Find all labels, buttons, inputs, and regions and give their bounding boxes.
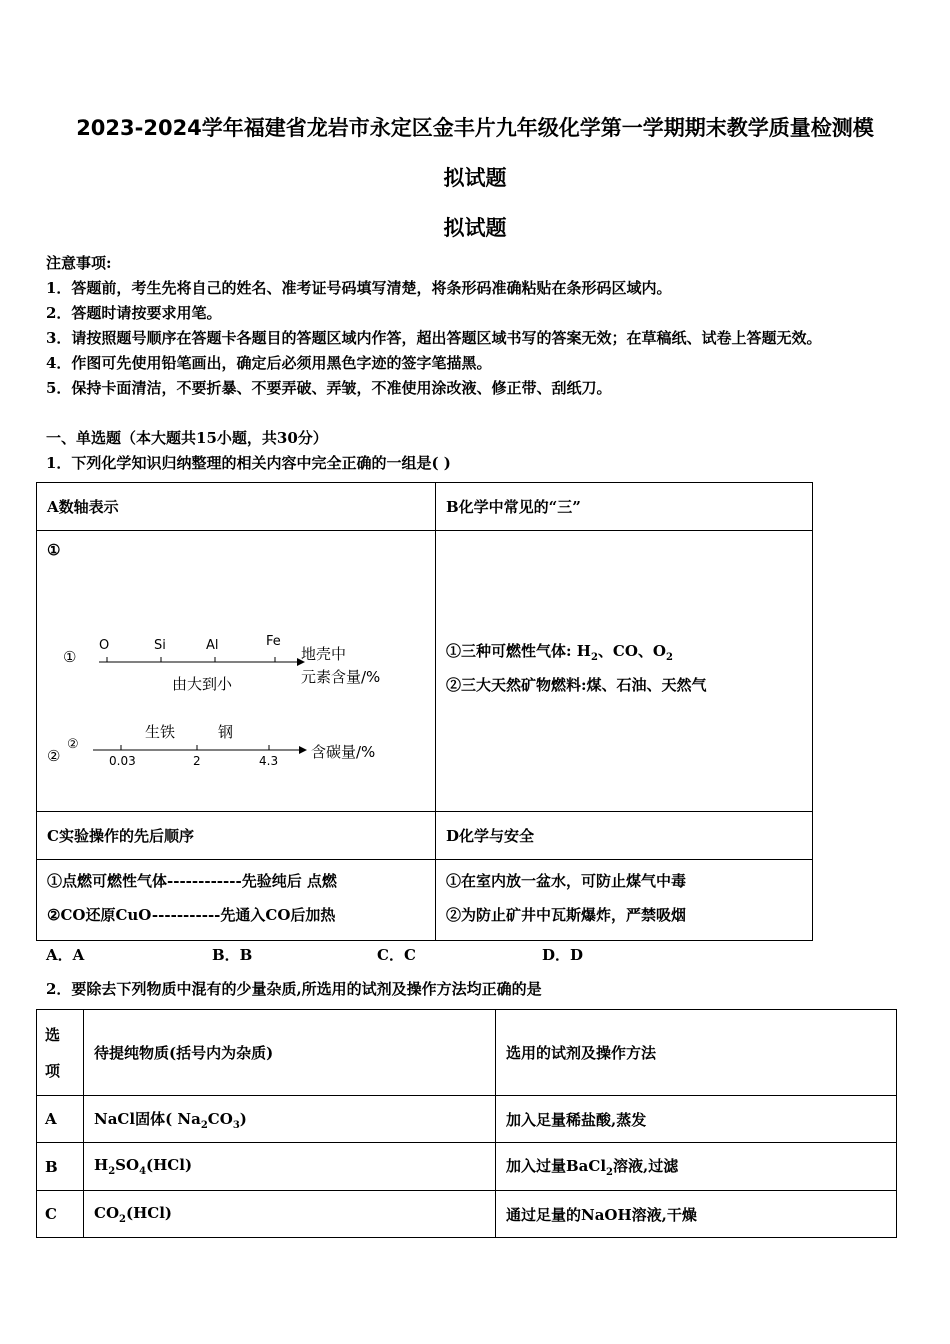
question-2-table [36,1009,897,1238]
q2-row-substance: $CO_2(HCl)$ [84,1191,496,1238]
b-line-2: ②三大天然矿物燃料:煤、石油、天然气 [446,676,707,694]
q2-col-option: 选 项 [37,1010,84,1096]
axis-1-label-top: 地壳中 [301,645,347,663]
axis-1-tick-label: O [99,638,110,653]
q2-row-substance: NaCl固体( $Na_2CO_3$) [84,1096,496,1143]
cell-d-header: D化学与安全 [436,812,813,860]
cell-d-content [436,860,813,941]
c-line-1: ①点燃可燃性气体------------先验纯后 点燃 [47,872,337,890]
axis-2-tick-label: 4.3 [259,754,279,768]
question-1-stem: 1．下列化学知识归纳整理的相关内容中完全正确的一组是( ) [46,454,451,472]
q2-row-substance: $H_2SO_4(HCl)$ [84,1143,496,1191]
q2-row-method: 通过足量的NaOH溶液,干燥 [496,1191,897,1238]
axis-2-top-label: 钢 [218,723,234,741]
axis-2-circle: ② [47,747,61,765]
axis-1-label-bottom: 元素含量/% [301,668,381,686]
notice-item: 4．作图可先使用铅笔画出，确定后必须用黑色字迹的签字笔描黑。 [46,354,492,372]
q2-row-option: C [37,1191,84,1238]
section-heading: 一、单选题（本大题共15小题，共30分） [46,429,328,447]
q2-row-option: B [37,1143,84,1191]
axis-2-tick-label: 0.03 [109,754,136,768]
axis-2-label: 含碳量/% [311,743,376,761]
question-1-table [36,482,813,941]
c-line-2: ②CO还原CuO-----------先通入CO后加热 [47,906,336,924]
circle-label: ① [47,541,61,559]
cell-c-header: C实验操作的先后顺序 [37,812,436,860]
page-subtitle: 拟试题 [443,216,507,240]
axis-1-circle: ① [63,648,77,666]
page-title: 2023-2024学年福建省龙岩市永定区金丰片九年级化学第一学期期末教学质量检测模 [76,116,874,140]
cell-a-content [37,531,436,812]
axis-1-tick-label: Al [206,638,219,653]
cell-c-content [37,860,436,941]
axis-2-circle-small: ② [67,737,79,752]
q2-row-method: 加入过量BaCl$_2$溶液,过滤 [496,1143,897,1191]
option-a[interactable]: A．A [46,946,85,964]
axis-1-tick-label: Fe [266,634,281,649]
axis-2-tick-label: 2 [193,754,201,768]
axis-2-arrow [299,746,307,754]
q2-col-method: 选用的试剂及操作方法 [496,1010,897,1096]
q2-row-option: A [37,1096,84,1143]
cell-b-header: B化学中常见的“三” [436,483,813,531]
b-line-1: ①三种可燃性气体: $H_2$、CO、$O_2$ [446,642,673,663]
cell-a-header: A数轴表示 [37,483,436,531]
page-title-cont: 拟试题 [443,166,507,190]
notice-item: 2．答题时请按要求用笔。 [46,304,222,322]
option-c[interactable]: C．C [377,946,416,964]
cell-b-content [436,531,813,812]
d-line-1: ①在室内放一盆水，可防止煤气中毒 [446,872,687,890]
notice-item: 5．保持卡面清洁，不要折暴、不要弄破、弄皱，不准使用涂改液、修正带、刮纸刀。 [46,379,612,397]
d-line-2: ②为防止矿井中瓦斯爆炸，严禁吸烟 [446,906,687,924]
axis-1-tick-label: Si [154,638,166,653]
notice-item: 1．答题前，考生先将自己的姓名、准考证号码填写清楚，将条形码准确粘贴在条形码区域内。 [46,279,672,297]
question-2-stem: 2．要除去下列物质中混有的少量杂质,所选用的试剂及操作方法均正确的是 [46,980,542,998]
axis-2-top-label: 生铁 [145,723,176,741]
q2-col-substance: 待提纯物质(括号内为杂质) [84,1010,496,1096]
option-b[interactable]: B．B [212,946,253,964]
q2-row-method: 加入足量稀盐酸,蒸发 [496,1096,897,1143]
option-d[interactable]: D．D [542,946,584,964]
notice-heading: 注意事项: [46,254,112,272]
axis-1-sublabel: 由大到小 [172,675,233,693]
notice-item: 3．请按照题号顺序在答题卡各题目的答题区域内作答，超出答题区域书写的答案无效；在草稿纸、试卷上答题无效。 [46,329,822,347]
